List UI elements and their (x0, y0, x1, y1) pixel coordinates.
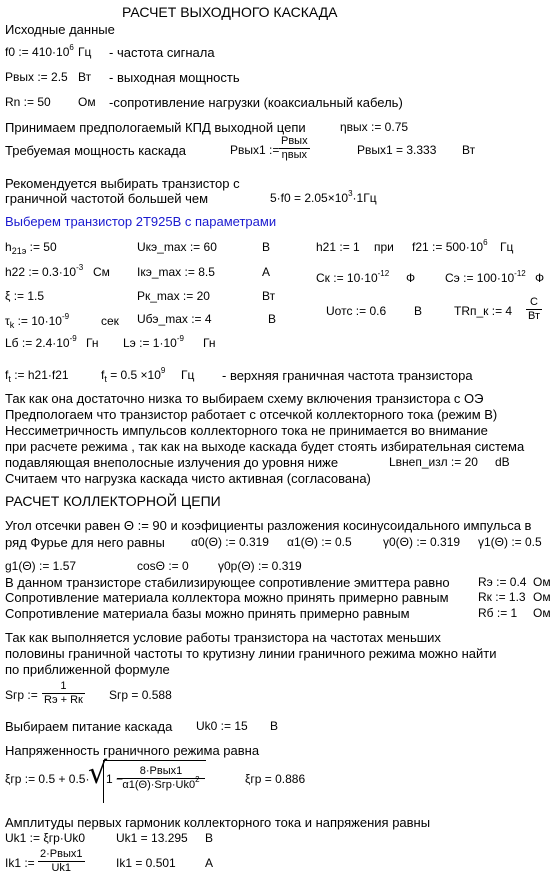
ube-param: Uбэ_max := 4 (137, 312, 212, 326)
uk0-text: Выбираем питание каскада (5, 719, 173, 734)
srp-result: Sгр = 0.588 (109, 688, 172, 702)
uots-unit: В (414, 304, 423, 318)
ik1-result: Ik1 = 0.501 (116, 856, 176, 870)
rk-value: Rк := 1.3 (478, 590, 526, 604)
res-line: Сопротивление материала базы можно принять примерно равным (5, 606, 410, 621)
alpha0: α0(Θ) := 0.319 (191, 535, 269, 549)
ike-param: Iкэ_max := 8.5 (137, 265, 215, 279)
le-param: Lэ := $1\cdot 10^{-9}$ (123, 334, 184, 350)
h22-param: h22 := $0.3\cdot 10^{-3}$ (5, 263, 84, 279)
uk1-result: Uk1 = 13.295 (116, 831, 188, 845)
para1-line: при расчете режима , так как на выходе каскада будет стоять избирательная система (5, 439, 525, 454)
efficiency-formula: ηвых := 0.75 (340, 120, 409, 134)
uke-unit: В (262, 240, 271, 254)
req-power-fraction: Рвых ηвых (281, 135, 308, 161)
recommend-formula: $5\cdot f0 = 2.05\times 10^3\cdot 1Гц$ (270, 189, 377, 205)
ik1-unit: А (205, 856, 214, 870)
res-line: В данном транзисторе стабилизирующее сопротивление эмиттера равно (5, 575, 450, 590)
rn-desc: -сопротивление нагрузки (коаксиальный кабель) (109, 95, 403, 110)
efficiency-text: Принимаем предпологаемый КПД выходной цепи (5, 120, 306, 135)
angle-line2: ряд Фурье для него равны (5, 535, 165, 550)
ft-unit: Гц (181, 368, 195, 382)
lbnep-formula: Lвнеп_изл := 20 (389, 455, 478, 469)
sqrt-icon: √ (88, 756, 108, 791)
srp-lhs: Sгр := (5, 688, 38, 702)
para2-line: Так как выполняется условие работы транзистора на частотах меньших (5, 630, 441, 645)
h21e-param: $h_{21э}$ := 50 (5, 240, 57, 256)
tension-text: Напряженность граничного режима равна (5, 743, 260, 758)
req-power-unit: Вт (462, 143, 476, 157)
ck-param: Cк := $10\cdot 10^{-12}$ (316, 269, 390, 285)
uke-param: Uкэ_max := 60 (137, 240, 217, 254)
cos-theta: cosΘ := 0 (137, 559, 189, 573)
page-title: РАСЧЕТ ВЫХОДНОГО КАСКАДА (122, 4, 338, 20)
collector-heading: РАСЧЕТ КОЛЛЕКТОРНОЙ ЦЕПИ (5, 493, 221, 509)
ft-result: $f_t = 0.5 \times 10^9$ (101, 366, 166, 384)
angle-line1: Угол отсечки равен Θ := 90 и коэфициенты разложения косинусоидального импульса в (5, 518, 532, 533)
uk0-formula: Uk0 := 15 (196, 719, 248, 733)
g1-value: g1(Θ) := 1.57 (5, 559, 77, 573)
trpk-unit-fraction: C Вт (528, 296, 541, 322)
initial-data-label: Исходные данные (5, 22, 115, 37)
uk1-unit: В (205, 831, 214, 845)
ube-unit: В (268, 312, 277, 326)
h22-unit: См (93, 265, 110, 279)
pout-unit: Вт (78, 70, 92, 84)
ike-unit: А (262, 265, 271, 279)
f21-param: f21 := $500\cdot 10^6$ (412, 238, 488, 254)
xi-param: ξ := 1.5 (5, 289, 45, 303)
req-power-text: Требуемая мощность каскада (5, 143, 186, 158)
xi-fraction: 8·Рвых1 $\alpha 1(\Theta)\cdot Sгр\cdot Uk0^2$ (117, 765, 205, 792)
alpha1: α1(Θ) := 0.5 (287, 535, 352, 549)
req-power-lhs: Рвых1 := (230, 143, 280, 157)
para2-line: половины граничной частоты то крутизну линии граничного режима можно найти (5, 646, 497, 661)
pout-formula: Рвых := 2.5 (5, 70, 68, 84)
gamma0p: γ0р(Θ) := 0.319 (218, 559, 302, 573)
recommend-line2: граничной частотой большей чем (5, 191, 209, 206)
lb-param: Lб := $2.4\cdot 10^{-9}$ (5, 334, 77, 350)
ft-definition: $f_t$ := h21·f21 (5, 368, 69, 384)
uk1-definition: Uk1 := ξгр·Uk0 (5, 831, 86, 845)
re-unit: Ом (533, 575, 551, 589)
at-label: при (374, 240, 394, 254)
rb-value: Rб := 1 (478, 606, 518, 620)
ce-param: Cэ := $100\cdot 10^{-12}$ (445, 269, 526, 285)
f0-formula: f0 := $410\cdot 10^6$ (5, 43, 74, 59)
uk0-unit: В (270, 719, 279, 733)
rn-formula: Rn := 50 (5, 95, 51, 109)
srp-fraction: 1 Rэ + Rк (44, 680, 83, 706)
pout-desc: - выходная мощность (109, 70, 240, 85)
xi-result: ξгр = 0.886 (245, 772, 306, 786)
para1-line: Нессиметричность импульсов коллекторного тока не принимается во внимание (5, 423, 488, 438)
gamma0: γ0(Θ) := 0.319 (383, 535, 461, 549)
uots-param: Uотс := 0.6 (326, 304, 387, 318)
recommend-line1: Рекомендуется выбирать транзистор с (5, 176, 240, 191)
res-line: Сопротивление материала коллектора можно принять примерно равным (5, 590, 449, 605)
para1-line: Так как она достаточно низка то выбираем схему включения транзистора с ОЭ (5, 391, 484, 406)
f0-desc: - частота сигнала (109, 45, 215, 60)
tau-param: $\tau_k$ := $10\cdot 10^{-9}$ (5, 312, 70, 330)
xi-inner: 1 − (106, 772, 124, 786)
ampl-text: Амплитуды первых гармоник коллекторного тока и напряжения равны (5, 815, 431, 830)
gamma1: γ1(Θ) := 0.5 (478, 535, 542, 549)
tau-unit: сек (101, 314, 119, 328)
ft-description: - верхняя граничная частота транзистора (222, 368, 473, 383)
le-unit: Гн (203, 336, 216, 350)
lbnep-unit: dB (495, 455, 510, 469)
para1-line: Предпологаем что транзистор работает с отсечкой коллекторного тока (режим В) (5, 407, 498, 422)
rk-unit: Ом (533, 590, 551, 604)
xi-lhs: ξгр := 0.5 + 0.5· (5, 772, 90, 786)
ik1-lhs: Ik1 := (5, 856, 35, 870)
ck-unit: Ф (406, 271, 416, 285)
pk-param: Рк_max := 20 (137, 289, 210, 303)
transistor-heading: Выберем транзистор 2Т925В с параметрами (5, 214, 277, 229)
ce-unit: Ф (535, 271, 545, 285)
h21-param: h21 := 1 (316, 240, 360, 254)
para1-last-line: Считаем что нагрузка каскада чисто активная (согласована) (5, 471, 371, 486)
para2-line: по приближенной формуле (5, 662, 170, 677)
lb-unit: Гн (86, 336, 99, 350)
rb-unit: Ом (533, 606, 551, 620)
para1-line: подавляющая внеполосные излучения до уровня ниже (5, 455, 339, 470)
f0-unit: Гц (78, 45, 92, 59)
trpk-param: TRп_к := 4 (454, 304, 513, 318)
f21-unit: Гц (500, 240, 514, 254)
pk-unit: Вт (262, 289, 276, 303)
rn-unit: Ом (78, 95, 96, 109)
req-power-result: Рвых1 = 3.333 (357, 143, 437, 157)
re-value: Rэ := 0.4 (478, 575, 527, 589)
ik1-fraction: 2·Рвых1 Uk1 (40, 848, 83, 874)
